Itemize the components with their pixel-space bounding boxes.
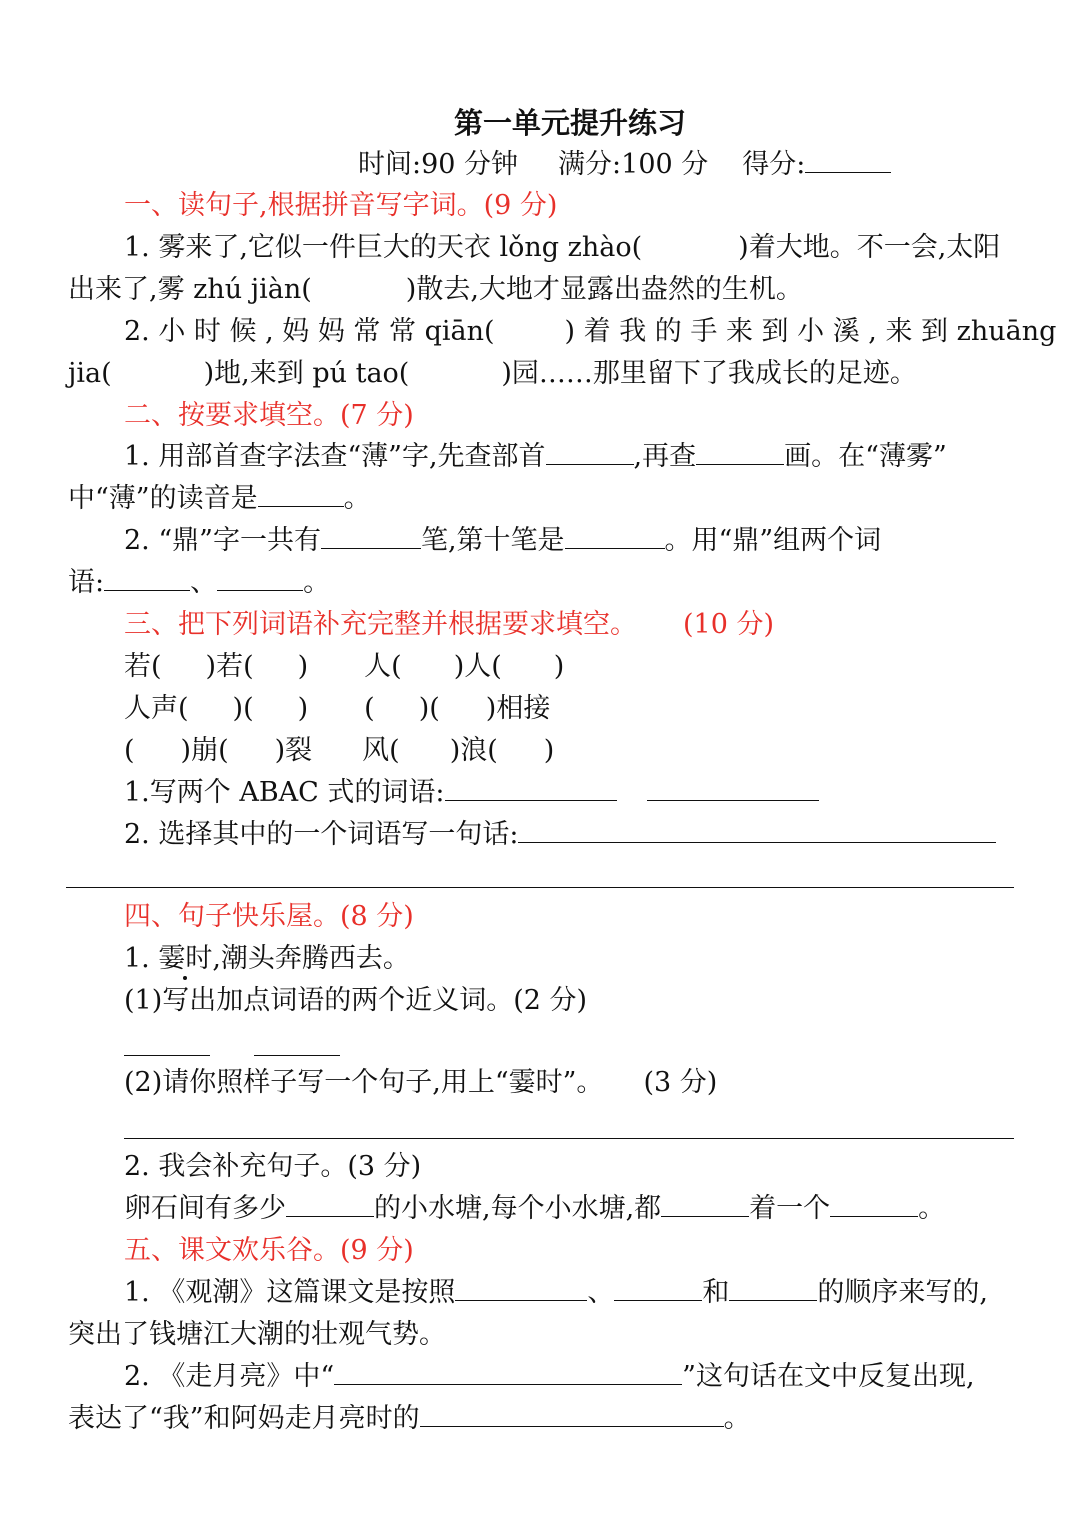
s5-order-blank-1[interactable] [455, 1274, 587, 1301]
s3-row-3: ( )崩( )裂 风( )浪( ) [124, 735, 555, 766]
s4-q2-blank-1[interactable] [286, 1190, 374, 1217]
section-3-heading: 三、把下列词语补充完整并根据要求填空。 (10 分) [124, 609, 775, 640]
s2-q2-line1: 2. “鼎”字一共有 笔,第十笔是 。用“鼎”组两个词 [124, 522, 881, 560]
s2-q2-line2: 语: 、 。 [68, 564, 330, 602]
s5-quote-blank[interactable] [334, 1358, 682, 1385]
section-3-points: (10 分) [683, 609, 775, 640]
s5-order-blank-3[interactable] [729, 1274, 817, 1301]
s4-synonym-blank-1[interactable] [124, 1055, 210, 1056]
s3-row-2: 人声( )( ) ( )( )相接 [124, 693, 551, 724]
s2-stroke-count-blank[interactable] [321, 522, 421, 549]
s1-q1-line2: 出来了,雾 zhú jiàn( )散去,大地才显露出盎然的生机。 [68, 274, 803, 305]
s1-q2-line2: jia( )地,来到 pú tao( )园……那里留下了我成长的足迹。 [68, 358, 917, 389]
s4-q2: 2. 我会补充句子。(3 分) [124, 1151, 422, 1182]
s3-q2: 2. 选择其中的一个词语写一句话: [124, 816, 996, 854]
s5-q2-line2: 表达了“我”和阿妈走月亮时的 。 [68, 1400, 751, 1438]
page-title: 第一单元提升练习 [453, 106, 686, 140]
s2-reading-blank[interactable] [258, 480, 344, 507]
s5-q2-line1: 2. 《走月亮》中“ ”这句话在文中反复出现, [124, 1358, 975, 1396]
s2-q1-line1: 1. 用部首查字法查“薄”字,先查部首 ,再查 画。在“薄雾” [124, 438, 947, 476]
s4-q2-blank-2[interactable] [661, 1190, 749, 1217]
s3-row-1: 若( )若( ) 人( )人( ) [124, 651, 565, 682]
s5-q1-line1: 1. 《观潮》这篇课文是按照 、 和 的顺序来写的, [124, 1274, 988, 1312]
time-limit: 时间:90 分钟 [358, 149, 519, 180]
s1-q1-line1: 1. 雾来了,它似一件巨大的天衣 lǒng zhào( )着大地。不一会,太阳 [124, 232, 1001, 263]
dotted-word: 霎时 [158, 943, 213, 974]
s1-q2-line1: 2. 小 时 候 , 妈 妈 常 常 qiān( ) 着 我 的 手 来 到 小 溪 , 来 到 zhuāng [124, 316, 1057, 347]
section-1-heading: 一、读句子,根据拼音写字词。(9 分) [124, 190, 558, 221]
section-5-heading: 五、课文欢乐谷。(9 分) [124, 1235, 414, 1266]
s2-strokes-blank[interactable] [696, 438, 784, 465]
s4-synonym-blank-2[interactable] [254, 1055, 340, 1056]
s4-q1-1: (1)写出加点词语的两个近义词。(2 分) [124, 985, 588, 1016]
s4-q1-2: (2)请你照样子写一个句子,用上“霎时”。 (3 分) [124, 1067, 718, 1098]
exam-meta [358, 146, 891, 184]
full-score: 满分:100 分 [558, 149, 709, 180]
s2-word-blank-1[interactable] [104, 564, 190, 591]
s3-sentence-line-2[interactable] [66, 887, 1014, 888]
s4-q2-sentence: 卵石间有多少 的小水塘,每个小水塘,都 着一个 。 [124, 1190, 945, 1228]
s2-word-blank-2[interactable] [217, 564, 303, 591]
s2-q1-line2: 中“薄”的读音是 。 [68, 480, 371, 518]
section-2-heading: 二、按要求填空。(7 分) [124, 400, 414, 431]
s4-sentence-line[interactable] [124, 1138, 1014, 1139]
s2-radical-blank[interactable] [546, 438, 634, 465]
s4-q2-blank-3[interactable] [830, 1190, 918, 1217]
s3-q1: 1.写两个 ABAC 式的词语: [124, 774, 819, 812]
s4-q1: 1. 霎时,潮头奔腾西去。 [124, 943, 410, 974]
s2-tenth-stroke-blank[interactable] [565, 522, 665, 549]
s5-order-blank-2[interactable] [614, 1274, 702, 1301]
score-blank[interactable] [805, 146, 891, 173]
section-4-heading: 四、句子快乐屋。(8 分) [124, 901, 414, 932]
s5-q1-line2: 突出了钱塘江大潮的壮观气势。 [68, 1319, 446, 1350]
s3-sentence-blank[interactable] [518, 816, 996, 843]
s3-abac-blank-1[interactable] [445, 774, 617, 801]
s3-abac-blank-2[interactable] [647, 774, 819, 801]
s5-feeling-blank[interactable] [420, 1400, 724, 1427]
score-label: 得分: [742, 149, 806, 180]
